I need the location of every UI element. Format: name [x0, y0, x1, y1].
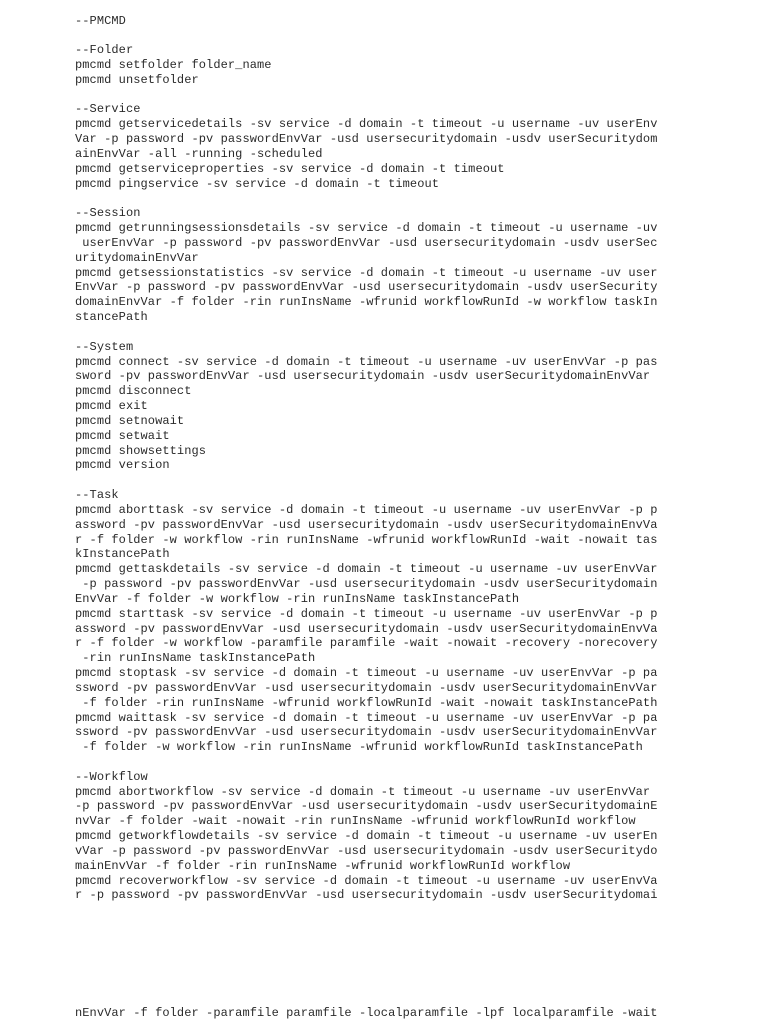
- code-line: Var -p password -pv passwordEnvVar -usd usersecuritydomain -usdv userSecuritydom: [75, 132, 658, 147]
- code-line: ssword -pv passwordEnvVar -usd usersecuritydomain -usdv userSecuritydomainEnvVar: [75, 680, 658, 695]
- code-line: -rin runInsName taskInstancePath: [75, 651, 316, 666]
- code-line: pmcmd aborttask -sv service -d domain -t timeout -u username -uv userEnvVar -p p: [75, 502, 658, 517]
- code-line: pmcmd setfolder folder_name: [75, 57, 272, 72]
- code-line: assword -pv passwordEnvVar -usd usersecuritydomain -usdv userSecuritydomainEnvVa: [75, 517, 658, 532]
- code-line: pmcmd getrunningsessionsdetails -sv service -d domain -t timeout -u username -uv: [75, 221, 658, 236]
- code-line: pmcmd starttask -sv service -d domain -t timeout -u username -uv userEnvVar -p p: [75, 606, 658, 621]
- page-bottom-code-line: nEnvVar -f folder -paramfile paramfile -localparamfile -lpf localparamfile -wait: [75, 1006, 658, 1020]
- code-line: -p password -pv passwordEnvVar -usd usersecuritydomain -usdv userSecuritydomain: [75, 577, 658, 592]
- code-line: pmcmd getservicedetails -sv service -d domain -t timeout -u username -uv userEnv: [75, 117, 658, 132]
- code-line: r -f folder -w workflow -rin runInsName -wfrunid workflowRunId -wait -nowait tas: [75, 532, 658, 547]
- code-line: sword -pv passwordEnvVar -usd usersecuritydomain -usdv userSecuritydomainEnvVar: [75, 369, 651, 384]
- code-line: r -f folder -w workflow -paramfile paramfile -wait -nowait -recovery -norecovery: [75, 636, 658, 651]
- code-line: pmcmd recoverworkflow -sv service -d domain -t timeout -u username -uv userEnvVa: [75, 873, 658, 888]
- code-line: EnvVar -f folder -w workflow -rin runInsName taskInstancePath: [75, 591, 520, 606]
- section-heading: --System: [75, 339, 134, 354]
- code-line: pmcmd waittask -sv service -d domain -t timeout -u username -uv userEnvVar -p pa: [75, 710, 658, 725]
- code-line: pmcmd disconnect: [75, 384, 192, 399]
- code-line: nvVar -f folder -wait -nowait -rin runInsName -wfrunid workflowRunId workflow: [75, 814, 636, 829]
- code-line: pmcmd stoptask -sv service -d domain -t timeout -u username -uv userEnvVar -p pa: [75, 666, 658, 681]
- code-line: pmcmd setwait: [75, 428, 170, 443]
- code-line: pmcmd showsettings: [75, 443, 207, 458]
- code-line: pmcmd version: [75, 458, 170, 473]
- code-line: pmcmd pingservice -sv service -d domain -t timeout: [75, 176, 440, 191]
- code-line: uritydomainEnvVar: [75, 250, 199, 265]
- section-heading: --Session: [75, 206, 141, 221]
- code-line: ainEnvVar -all -running -scheduled: [75, 146, 323, 161]
- code-line: pmcmd connect -sv service -d domain -t timeout -u username -uv userEnvVar -p pas: [75, 354, 658, 369]
- code-line: -p password -pv passwordEnvVar -usd usersecuritydomain -usdv userSecuritydomainE: [75, 799, 658, 814]
- code-line: -f folder -w workflow -rin runInsName -wfrunid workflowRunId taskInstancePath: [75, 740, 643, 755]
- section-heading: --Service: [75, 102, 141, 117]
- code-line: pmcmd exit: [75, 399, 148, 414]
- code-line: ssword -pv passwordEnvVar -usd usersecuritydomain -usdv userSecuritydomainEnvVar: [75, 725, 658, 740]
- code-line: mainEnvVar -f folder -rin runInsName -wfrunid workflowRunId workflow: [75, 858, 571, 873]
- code-line: -f folder -rin runInsName -wfrunid workflowRunId -wait -nowait taskInstancePath: [75, 695, 658, 710]
- code-line: pmcmd setnowait: [75, 413, 185, 428]
- code-line: pmcmd gettaskdetails -sv service -d domain -t timeout -u username -uv userEnvVar: [75, 562, 658, 577]
- section-heading: --PMCMD: [75, 13, 126, 28]
- code-line: kInstancePath: [75, 547, 170, 562]
- code-line: pmcmd abortworkflow -sv service -d domain -t timeout -u username -uv userEnvVar: [75, 784, 651, 799]
- code-line: domainEnvVar -f folder -rin runInsName -wfrunid workflowRunId -w workflow taskIn: [75, 295, 658, 310]
- code-line: userEnvVar -p password -pv passwordEnvVar -usd usersecuritydomain -usdv userSec: [75, 235, 658, 250]
- section-heading: --Workflow: [75, 769, 148, 784]
- code-line: pmcmd getserviceproperties -sv service -d domain -t timeout: [75, 161, 505, 176]
- code-line: pmcmd unsetfolder: [75, 72, 199, 87]
- code-line: pmcmd getworkflowdetails -sv service -d domain -t timeout -u username -uv userEn: [75, 829, 658, 844]
- code-line: assword -pv passwordEnvVar -usd usersecuritydomain -usdv userSecuritydomainEnvVa: [75, 621, 658, 636]
- code-line: vVar -p password -pv passwordEnvVar -usd usersecuritydomain -usdv userSecuritydo: [75, 843, 658, 858]
- section-heading: --Folder: [75, 43, 134, 58]
- code-line: pmcmd getsessionstatistics -sv service -d domain -t timeout -u username -uv user: [75, 265, 658, 280]
- code-line: r -p password -pv passwordEnvVar -usd usersecuritydomain -usdv userSecuritydomai: [75, 888, 658, 903]
- code-line: EnvVar -p password -pv passwordEnvVar -usd usersecuritydomain -usdv userSecurity: [75, 280, 658, 295]
- code-line: stancePath: [75, 310, 148, 325]
- section-heading: --Task: [75, 488, 119, 503]
